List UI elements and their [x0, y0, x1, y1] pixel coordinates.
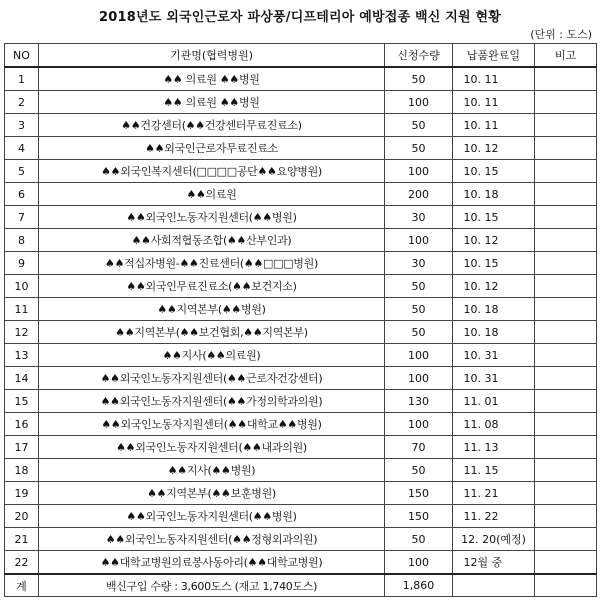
- row-quantity: 200: [385, 183, 453, 206]
- unit-label: (단위 : 도스): [530, 28, 592, 41]
- row-no: 15: [5, 390, 39, 413]
- table-row: [5, 229, 597, 252]
- row-note: [535, 551, 597, 575]
- table-row: [5, 367, 597, 390]
- row-note: [535, 275, 597, 298]
- table-row: [5, 344, 597, 367]
- row-institution: ♠♠외국인노동자지원센터(♠♠병원): [39, 505, 385, 528]
- row-no: 4: [5, 137, 39, 160]
- row-institution: ♠♠외국인노동자지원센터(♠♠정형외과의원): [39, 528, 385, 551]
- row-note: [535, 528, 597, 551]
- row-no: 7: [5, 206, 39, 229]
- row-delivery-date-cell: [453, 482, 535, 505]
- row-institution: ♠♠적십자병원-♠♠진료센터(♠♠□□□병원): [39, 252, 385, 275]
- row-institution: ♠♠사회적협동조합(♠♠산부인과): [39, 229, 385, 252]
- row-quantity: 50: [385, 114, 453, 137]
- row-delivery-date-cell: [453, 67, 535, 91]
- row-delivery-date-cell: [453, 206, 535, 229]
- row-institution: ♠♠외국인노동자지원센터(♠♠대학교♠♠병원): [39, 413, 385, 436]
- row-institution: ♠♠지역본부(♠♠병원): [39, 298, 385, 321]
- row-delivery-date-cell: [453, 413, 535, 436]
- row-quantity: 30: [385, 252, 453, 275]
- row-quantity: 100: [385, 160, 453, 183]
- col-header-quantity: 신청수량: [385, 44, 453, 68]
- row-delivery-date: 11. 08: [463, 417, 499, 431]
- row-quantity: 50: [385, 528, 453, 551]
- table-row: [5, 275, 597, 298]
- row-note: [535, 390, 597, 413]
- row-no: 12: [5, 321, 39, 344]
- row-note: [535, 413, 597, 436]
- row-institution: ♠♠ 의료원 ♠♠병원: [39, 91, 385, 114]
- row-delivery-date: 10. 18: [463, 325, 499, 339]
- row-quantity: 100: [385, 413, 453, 436]
- col-header-note: 비고: [535, 44, 597, 68]
- row-delivery-date: 11. 01: [463, 394, 499, 408]
- table-row: [5, 436, 597, 459]
- row-delivery-date: 12월 중: [463, 556, 503, 569]
- row-note: [535, 160, 597, 183]
- row-no: 11: [5, 298, 39, 321]
- row-note: [535, 91, 597, 114]
- row-no: 14: [5, 367, 39, 390]
- row-delivery-date-cell: [453, 160, 535, 183]
- row-delivery-date: 10. 11: [463, 118, 499, 132]
- row-delivery-date-cell: [453, 275, 535, 298]
- row-delivery-date: 10. 15: [463, 256, 499, 270]
- row-delivery-date: 10. 12: [463, 141, 499, 155]
- row-quantity: 50: [385, 459, 453, 482]
- table-row: [5, 551, 597, 575]
- table-row: [5, 160, 597, 183]
- row-note: [535, 229, 597, 252]
- row-note: [535, 298, 597, 321]
- col-header-delivery: 납품완료일: [453, 44, 535, 68]
- row-delivery-date-cell: [453, 551, 535, 575]
- row-institution: ♠♠외국인노동자지원센터(♠♠가정의학과의원): [39, 390, 385, 413]
- row-quantity: 50: [385, 137, 453, 160]
- row-delivery-date: 10. 18: [463, 187, 499, 201]
- row-quantity: 100: [385, 367, 453, 390]
- row-quantity: 150: [385, 505, 453, 528]
- row-quantity: 100: [385, 551, 453, 575]
- row-delivery-date-cell: [453, 459, 535, 482]
- row-delivery-date-cell: [453, 252, 535, 275]
- row-quantity: 30: [385, 206, 453, 229]
- row-note: [535, 436, 597, 459]
- row-delivery-date-cell: [453, 321, 535, 344]
- row-delivery-date: 10. 11: [463, 72, 499, 86]
- row-delivery-date-cell: [453, 390, 535, 413]
- table-row: [5, 321, 597, 344]
- row-quantity: 50: [385, 275, 453, 298]
- row-delivery-date: 10. 12: [463, 233, 499, 247]
- row-delivery-date-cell: [453, 436, 535, 459]
- row-no: 2: [5, 91, 39, 114]
- col-header-no: NO: [5, 44, 39, 68]
- row-no: 18: [5, 459, 39, 482]
- row-no: 17: [5, 436, 39, 459]
- row-delivery-date-cell: [453, 91, 535, 114]
- table-row: [5, 183, 597, 206]
- row-institution: ♠♠외국인무료진료소(♠♠보건지소): [39, 275, 385, 298]
- table-row: [5, 252, 597, 275]
- row-delivery-date: 10. 12: [463, 279, 499, 293]
- row-no: 10: [5, 275, 39, 298]
- row-delivery-date: 10. 18: [463, 302, 499, 316]
- row-quantity: 70: [385, 436, 453, 459]
- row-institution: ♠♠외국인노동자지원센터(♠♠병원): [39, 206, 385, 229]
- row-quantity: 130: [385, 390, 453, 413]
- table-header-row: [5, 44, 597, 68]
- row-no: 22: [5, 551, 39, 575]
- row-delivery-date-cell: [453, 528, 535, 551]
- row-note: [535, 206, 597, 229]
- table-row: [5, 390, 597, 413]
- row-note: [535, 367, 597, 390]
- total-quantity: 1,860: [385, 574, 453, 597]
- row-note: [535, 482, 597, 505]
- row-delivery-date: 10. 11: [463, 95, 499, 109]
- row-note: [535, 344, 597, 367]
- row-institution: ♠♠건강센터(♠♠건강센터무료진료소): [39, 114, 385, 137]
- row-institution: ♠♠대학교병원의료봉사동아리(♠♠대학교병원): [39, 551, 385, 575]
- table-row: [5, 482, 597, 505]
- row-no: 5: [5, 160, 39, 183]
- row-note: [535, 505, 597, 528]
- row-delivery-date-cell: [453, 344, 535, 367]
- table-row: [5, 67, 597, 91]
- row-delivery-date-cell: [453, 183, 535, 206]
- table-row: [5, 505, 597, 528]
- table-row: [5, 91, 597, 114]
- row-quantity: 50: [385, 67, 453, 91]
- row-institution: ♠♠지역본부(♠♠보건협회,♠♠지역본부): [39, 321, 385, 344]
- row-delivery-date-cell: [453, 298, 535, 321]
- row-delivery-date: 11. 15: [463, 463, 499, 477]
- row-delivery-date: 11. 13: [463, 440, 499, 454]
- table-row: [5, 137, 597, 160]
- row-no: 19: [5, 482, 39, 505]
- row-delivery-date: 10. 31: [463, 348, 499, 362]
- table-row: [5, 298, 597, 321]
- row-note: [535, 114, 597, 137]
- row-delivery-date-cell: [453, 137, 535, 160]
- total-summary: 백신구입 수량 : 3,600도스 (재고 1,740도스): [39, 574, 385, 597]
- row-delivery-date-cell: [453, 114, 535, 137]
- row-institution: ♠♠외국인근로자무료진료소: [39, 137, 385, 160]
- row-delivery-date: 10. 31: [463, 371, 499, 385]
- vaccine-support-table: [4, 43, 597, 597]
- row-no: 9: [5, 252, 39, 275]
- row-delivery-date: 11. 22: [463, 509, 499, 523]
- row-note: [535, 252, 597, 275]
- row-institution: ♠♠지사(♠♠병원): [39, 459, 385, 482]
- row-institution: ♠♠외국인복지센터(□□□□공단♠♠요양병원): [39, 160, 385, 183]
- row-no: 3: [5, 114, 39, 137]
- row-quantity: 100: [385, 91, 453, 114]
- row-no: 1: [5, 67, 39, 91]
- row-quantity: 50: [385, 298, 453, 321]
- table-row: [5, 413, 597, 436]
- row-institution: ♠♠외국인노동자지원센터(♠♠근로자건강센터): [39, 367, 385, 390]
- table-body: [5, 67, 597, 574]
- total-row: [5, 574, 597, 597]
- row-delivery-date-cell: [453, 229, 535, 252]
- table-row: [5, 528, 597, 551]
- col-header-institution: 기관명(협력병원): [39, 44, 385, 68]
- row-institution: ♠♠지역본부(♠♠보훈병원): [39, 482, 385, 505]
- row-delivery-date-cell: [453, 505, 535, 528]
- row-quantity: 150: [385, 482, 453, 505]
- row-note: [535, 321, 597, 344]
- row-no: 20: [5, 505, 39, 528]
- row-delivery-date: 10. 15: [463, 164, 499, 178]
- row-no: 13: [5, 344, 39, 367]
- row-delivery-date: 11. 21: [463, 486, 499, 500]
- row-no: 6: [5, 183, 39, 206]
- row-note: [535, 67, 597, 91]
- page-title: 2018년도 외국인근로자 파상풍/디프테리아 예방접종 백신 지원 현황: [99, 10, 501, 25]
- row-delivery-date: 12. 20(예정): [461, 533, 526, 546]
- row-quantity: 100: [385, 344, 453, 367]
- row-delivery-date: 10. 15: [463, 210, 499, 224]
- row-quantity: 100: [385, 229, 453, 252]
- row-delivery-date-cell: [453, 367, 535, 390]
- total-label: 계: [5, 574, 39, 597]
- table-row: [5, 206, 597, 229]
- total-date: [453, 574, 535, 597]
- table-row: [5, 459, 597, 482]
- row-institution: ♠♠지사(♠♠의료원): [39, 344, 385, 367]
- row-quantity: 50: [385, 321, 453, 344]
- total-note: [535, 574, 597, 597]
- table-row: [5, 114, 597, 137]
- row-note: [535, 183, 597, 206]
- row-institution: ♠♠ 의료원 ♠♠병원: [39, 67, 385, 91]
- row-institution: ♠♠외국인노동자지원센터(♠♠내과의원): [39, 436, 385, 459]
- row-no: 21: [5, 528, 39, 551]
- row-no: 8: [5, 229, 39, 252]
- row-note: [535, 459, 597, 482]
- row-note: [535, 137, 597, 160]
- row-institution: ♠♠의료원: [39, 183, 385, 206]
- row-no: 16: [5, 413, 39, 436]
